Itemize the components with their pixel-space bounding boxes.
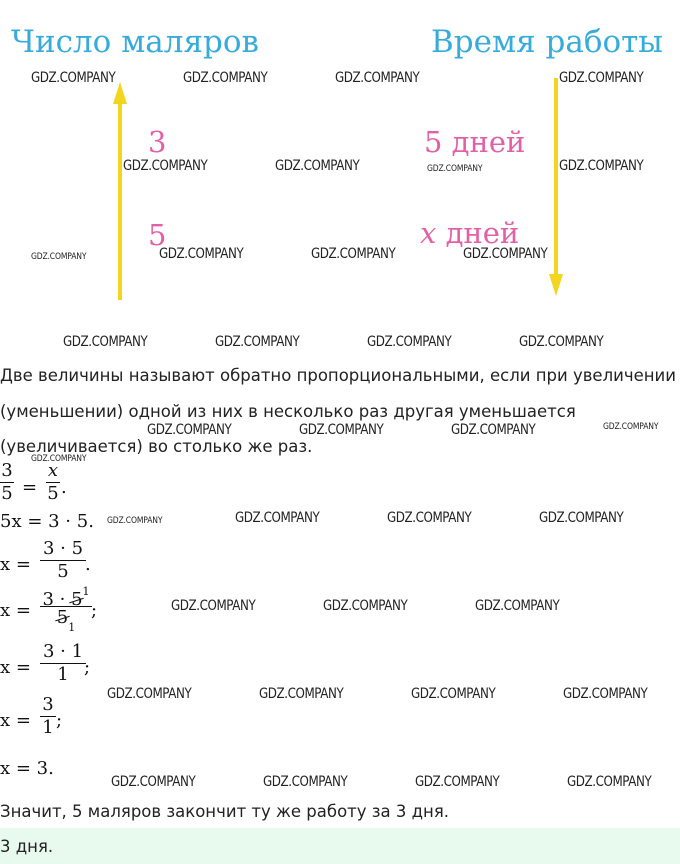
watermark: GDZ.COMPANY bbox=[215, 334, 300, 350]
time-row1: 5 дней bbox=[424, 125, 526, 159]
eq3-lhs: x = bbox=[0, 554, 31, 575]
watermark: GDZ.COMPANY bbox=[107, 516, 163, 526]
eq4-fraction: $3 \cdot 5^1$ $5_1$ bbox=[40, 584, 92, 629]
eq1-equals: = bbox=[22, 477, 38, 498]
painters-row2: 5 bbox=[148, 218, 167, 252]
conclusion-text: Значит, 5 маляров закончит ту же работу за 3 дня. bbox=[0, 802, 450, 821]
watermark: GDZ.COMPANY bbox=[171, 598, 256, 614]
watermark: GDZ.COMPANY bbox=[367, 334, 452, 350]
eq5-fraction: 3 · 1 1 bbox=[40, 641, 86, 686]
watermark: GDZ.COMPANY bbox=[335, 70, 420, 86]
down-arrow bbox=[549, 78, 563, 296]
watermark: GDZ.COMPANY bbox=[567, 774, 652, 790]
header-work-time: Время работы bbox=[431, 24, 663, 60]
watermark: GDZ.COMPANY bbox=[123, 158, 208, 174]
cancelled-five-numerator: 5 bbox=[71, 589, 83, 610]
eq4-lhs: x = bbox=[0, 600, 31, 621]
watermark: GDZ.COMPANY bbox=[463, 246, 548, 262]
eq5-lhs: x = bbox=[0, 657, 31, 678]
eq1-end: . bbox=[61, 477, 67, 498]
definition-line-1: Две величины называют обратно пропорциональными, если при увеличении bbox=[0, 366, 676, 385]
watermark: GDZ.COMPANY bbox=[563, 686, 648, 702]
watermark: GDZ.COMPANY bbox=[539, 510, 624, 526]
watermark: GDZ.COMPANY bbox=[107, 686, 192, 702]
eq1-right-fraction: x 5 bbox=[47, 460, 59, 504]
watermark: GDZ.COMPANY bbox=[183, 70, 268, 86]
watermark: GDZ.COMPANY bbox=[111, 774, 196, 790]
watermark: GDZ.COMPANY bbox=[411, 686, 496, 702]
equation-2: 5x = 3 · 5. bbox=[0, 511, 94, 532]
watermark: GDZ.COMPANY bbox=[259, 686, 344, 702]
watermark: GDZ.COMPANY bbox=[31, 70, 116, 86]
watermark: GDZ.COMPANY bbox=[559, 158, 644, 174]
definition-line-2: (уменьшении) одной из них в несколько раз другая уменьшается bbox=[0, 402, 576, 421]
equation-7: x = 3. bbox=[0, 758, 54, 779]
watermark: GDZ.COMPANY bbox=[299, 422, 384, 438]
watermark: GDZ.COMPANY bbox=[415, 774, 500, 790]
watermark: GDZ.COMPANY bbox=[559, 70, 644, 86]
answer-box bbox=[0, 828, 680, 864]
eq3-fraction: 3 · 5 5 bbox=[40, 538, 86, 583]
answer-text: 3 дня. bbox=[0, 837, 54, 856]
watermark: GDZ.COMPANY bbox=[159, 246, 244, 262]
eq1-left-fraction: 3 5 bbox=[1, 460, 13, 504]
eq6-fraction: 3 1 bbox=[40, 694, 56, 739]
up-arrow bbox=[113, 82, 127, 300]
watermark: GDZ.COMPANY bbox=[323, 598, 408, 614]
watermark: GDZ.COMPANY bbox=[263, 774, 348, 790]
watermark: GDZ.COMPANY bbox=[63, 334, 148, 350]
eq6-end: ; bbox=[56, 710, 63, 731]
watermark: GDZ.COMPANY bbox=[275, 158, 360, 174]
header-painters-count: Число маляров bbox=[11, 24, 259, 60]
watermark: GDZ.COMPANY bbox=[31, 252, 87, 262]
eq5-end: ; bbox=[84, 657, 91, 678]
cancelled-five-denominator: 5 bbox=[56, 607, 69, 628]
watermark: GDZ.COMPANY bbox=[451, 422, 536, 438]
watermark: GDZ.COMPANY bbox=[235, 510, 320, 526]
painters-row1: 3 bbox=[148, 125, 167, 159]
watermark: GDZ.COMPANY bbox=[311, 246, 396, 262]
watermark: GDZ.COMPANY bbox=[603, 422, 659, 432]
eq3-end: . bbox=[85, 554, 91, 575]
watermark: GDZ.COMPANY bbox=[519, 334, 604, 350]
time-row2: x дней bbox=[420, 216, 520, 250]
watermark: GDZ.COMPANY bbox=[31, 454, 87, 464]
definition-line-3: (увеличивается) во столько же раз. bbox=[0, 437, 313, 456]
watermark: GDZ.COMPANY bbox=[475, 598, 560, 614]
eq6-lhs: x = bbox=[0, 710, 31, 731]
watermark: GDZ.COMPANY bbox=[387, 510, 472, 526]
watermark: GDZ.COMPANY bbox=[427, 164, 483, 174]
watermark: GDZ.COMPANY bbox=[147, 422, 232, 438]
eq4-end: ; bbox=[91, 600, 98, 621]
